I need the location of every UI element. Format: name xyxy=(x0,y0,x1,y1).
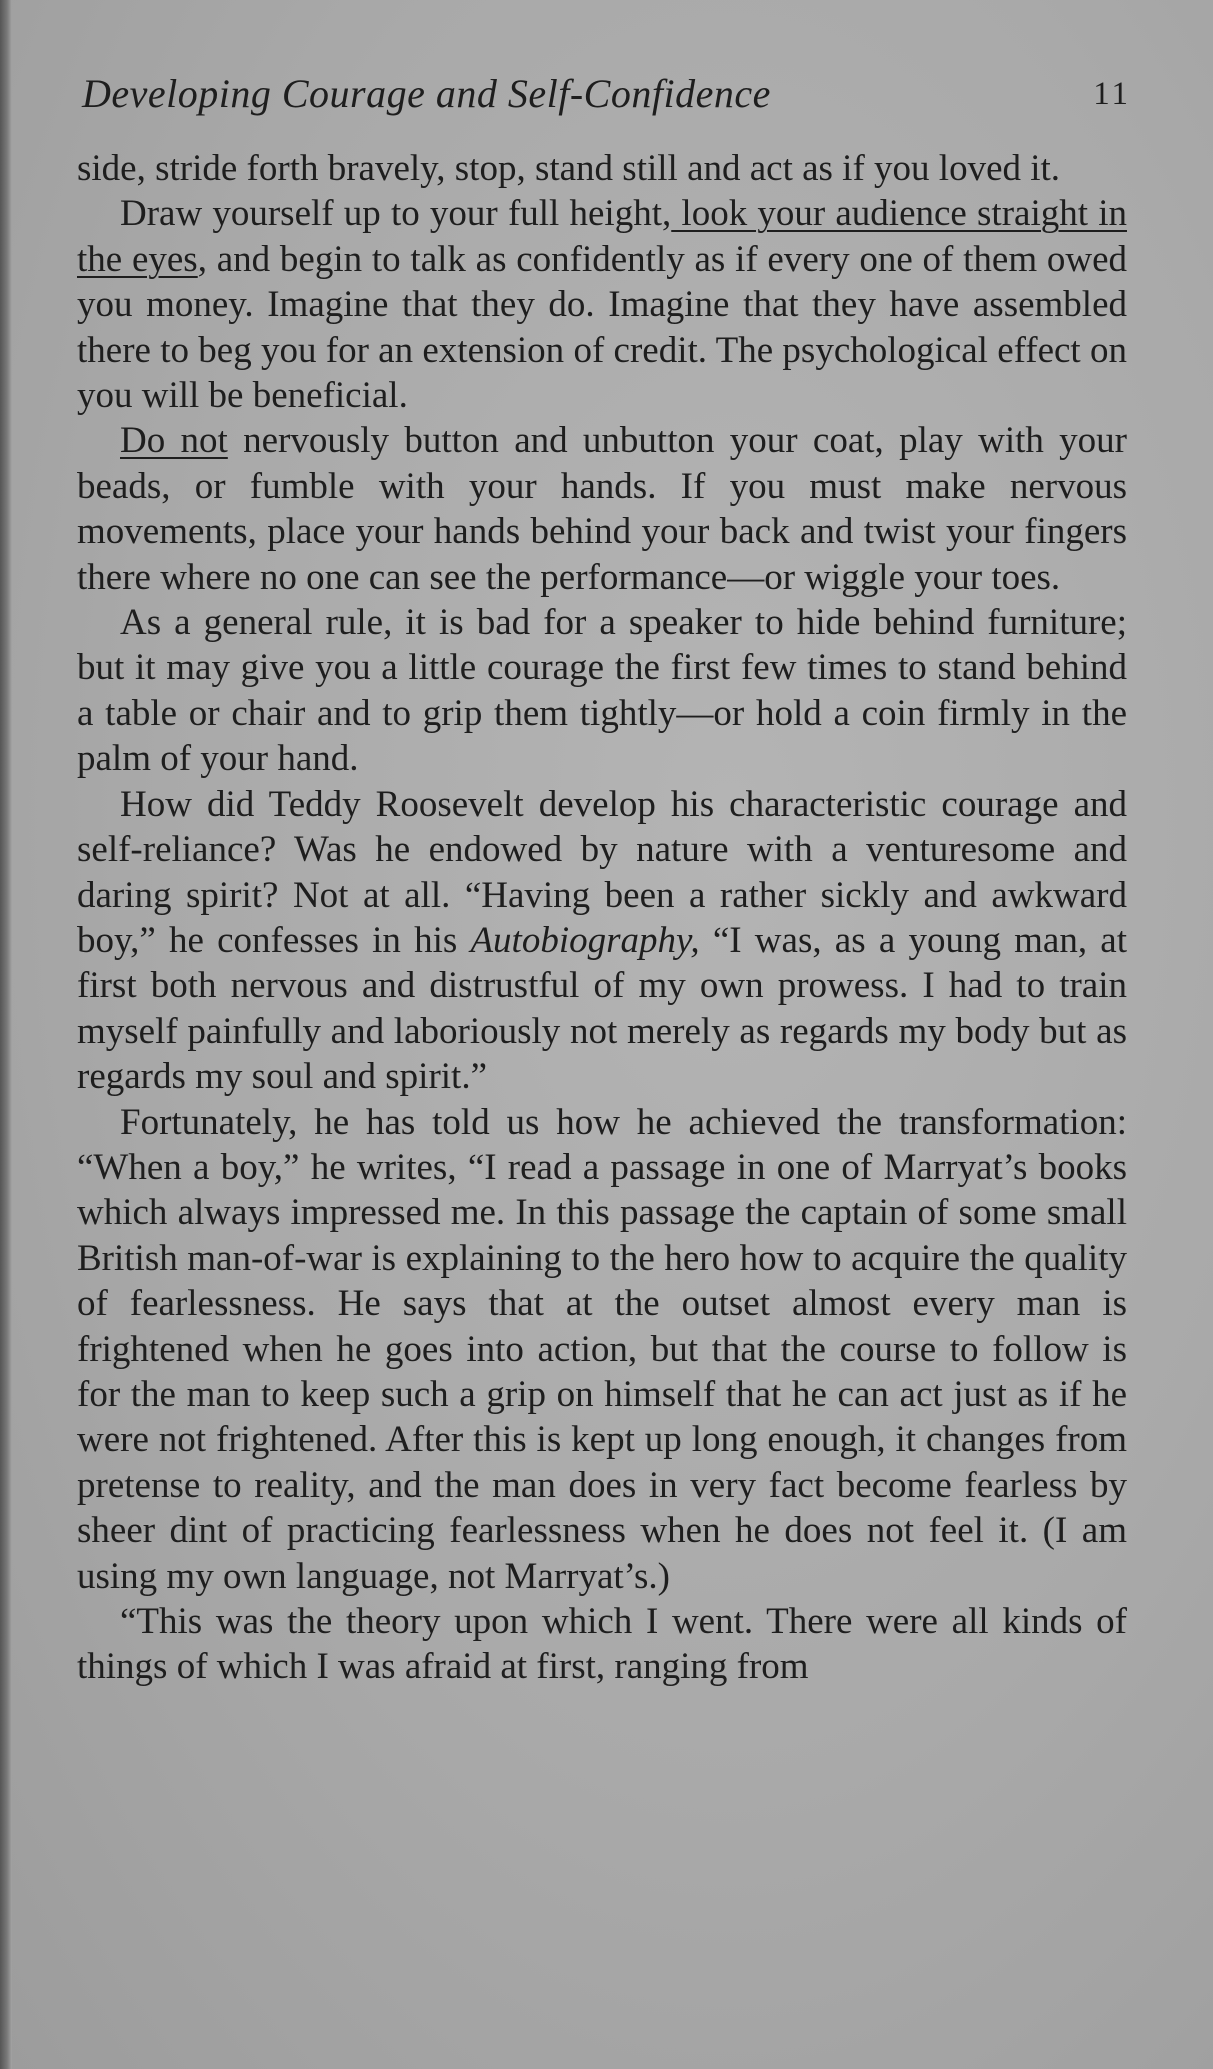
underlined-text: look your audience straight in the eyes xyxy=(77,193,1127,280)
paragraph-5 xyxy=(77,782,1127,1100)
book-title-italic: Autobiography, xyxy=(470,919,700,961)
paragraph-text: nervously button and unbutton your coat, play with your beads, or fumble with your hands. If you must make nervous movements, place your hands behind your back and twist your fingers there where no one can see the performance—or wiggle your toes. xyxy=(77,420,1128,598)
paragraph-text: Draw yourself up to your full height, xyxy=(120,193,672,235)
paragraph-6 xyxy=(77,1100,1127,1599)
paragraph-text: “This was the theory upon which I went. There were all kinds of things of which I was afraid at first, ranging from xyxy=(77,1601,1127,1688)
paragraph-1 xyxy=(77,146,1127,191)
paragraph-7 xyxy=(77,1599,1127,1690)
paragraph-text: “I was, as a young man, at first both nervous and distrustful of my own prowess. I had to train myself painfully and laboriously not merely as regards my body but as regards my soul and spirit.” xyxy=(77,919,1128,1098)
paragraph-text: Fortunately, he has told us how he achieved the transformation: “When a boy,” he writes, “I read a passage in one of Marryat’s books which always impressed me. In this passage the captain of some small British man-of-war is explaining to the hero how to acquire the quality of fearlessness. He says that at the outset almost every man is frightened when he goes into action, but that the course to follow is for the man to keep such a grip on himself that he can act just as if he were not frightened. After this is kept up long enough, it changes from pretense to reality, and the man does in very fact become fearless by sheer dint of practicing fearlessness when he does not feel it. (I am using my own language, not Marryat’s.) xyxy=(77,1101,1127,1597)
paragraph-3 xyxy=(77,418,1127,600)
paragraph-text: side, stride forth bravely, stop, stand still and act as if you loved it. xyxy=(77,148,1061,189)
body-text xyxy=(77,146,1127,1690)
paragraph-text: As a general rule, it is bad for a speaker to hide behind furniture; but it may give you a little courage the first few times to stand behind a table or chair and to grip them tightly—or hold a coin firmly in the palm of your hand. xyxy=(77,602,1127,780)
binding-edge xyxy=(0,0,12,2069)
paragraph-text: How did Teddy Roosevelt develop his characteristic courage and self-reliance? Was he endowed by nature with a venturesome and daring spirit? Not at all. “Having been a rather sickly and awkward boy,” he confesses in his xyxy=(77,783,1127,961)
paragraph-text: , and begin to talk as confidently as if every one of them owed you money. Imagine that they do. Imagine that they have assembled there to beg you for an extension of credit. The psychological effect on you will be beneficial. xyxy=(77,238,1128,417)
paragraph-2 xyxy=(77,191,1127,418)
page-number: 11 xyxy=(1093,76,1131,112)
underlined-text: Do not xyxy=(120,420,228,462)
page-header xyxy=(82,70,1131,130)
running-title: Developing Courage and Self-Confidence xyxy=(82,71,771,116)
paragraph-4 xyxy=(77,600,1127,782)
